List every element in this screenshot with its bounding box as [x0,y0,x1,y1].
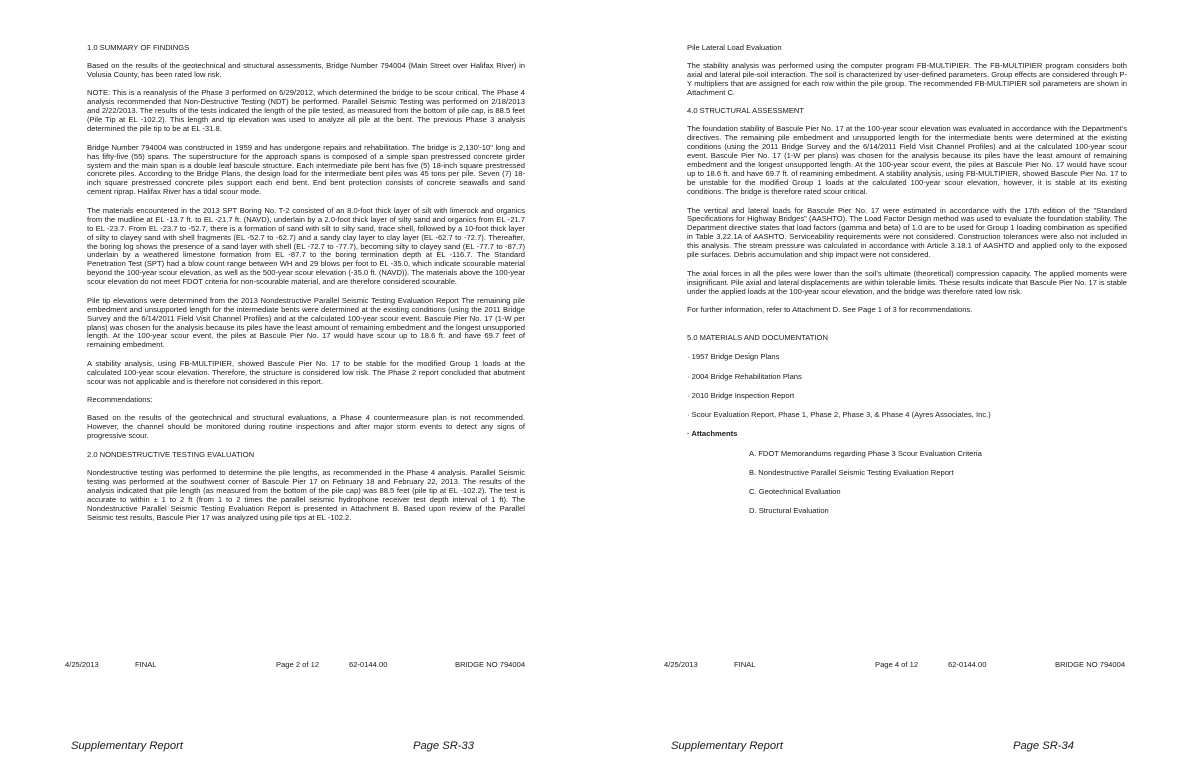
paragraph: The materials encountered in the 2013 SPT Boring No. T-2 consisted of an 8.0-foot thick layer of silt with limerock and organics from the mudline at EL -13.7 ft. to EL -21.7 ft. (NAVD), underlain by a 2.0-foot thick layer of silty sand and organics from EL -21.7 to EL -23.7. From EL -23.7 to -52.7, there is a formation of sand with silt to silty sand, trace shell, followed by a 10-foot thick layer of silty to clayey sand with shell fragments (EL -52.7 to -62.7) and a sandy clay layer to clay layer (EL -62.7 to -72.7). Thereafter, the boring log shows the presence of a sand layer with shell (EL -72.7 to -77.7), becoming silty to clayey sand (EL -77.7 to -87.7) underlain by a weathered limestone formation from EL -87.7 to the boring termination depth at EL -116.7. The Standard Penetration Test (SPT) had a blow count range between WH and 29 blows per foot to EL -35.0, which indicate scourable material beyond the 100-year scour elevation, as well as the 500-year scour elevation (-35.0 ft. (NAVD)). The materials above the 100-year scour elevation do not meet FDOT criteria for non-scourable material, and are therefore considered scourable. [87,205,525,287]
footer-date: 4/25/2013 [664,660,698,669]
paragraph: The axial forces in all the piles were lower than the soil's ultimate (theoretical) compression capacity. The applied moments were insignificant. Pile axial and lateral displacements are within tolerable limits. These results indicate that Bascule Pier No. 17 is stable under the applied loads at the 100-year scour elevation, and the bridge was therefore rated low risk. [687,268,1127,296]
attachment-item: B. Nondestructive Parallel Seismic Testing Evaluation Report [749,467,954,477]
section-heading-pile-lateral: Pile Lateral Load Evaluation [687,43,782,52]
section-heading-structural: 4.0 STRUCTURAL ASSESSMENT [687,106,805,116]
paragraph: The stability analysis was performed using the computer program FB-MULTIPIER. The FB-MULTIPIER program considers both axial and lateral pile-soil interaction. The soil is characterized by user-defined parameters. Group effects are considered through P-Y multipliers that are assigned for each row within the pile group. The recommended FB-MULTIPIER soil parameters are shown in Attachment C. [687,61,1127,97]
right-page-body [687,44,1127,526]
list-item: · Scour Evaluation Report, Phase 1, Phase 2, Phase 3, & Phase 4 (Ayres Associates, Inc.) [687,410,991,420]
footer-date: 4/25/2013 [65,660,99,669]
right-page [600,0,1200,776]
paragraph: Pile tip elevations were determined from the 2013 Nondestructive Parallel Seismic Testing Evaluation Report The remaining pile embedment and unsupported length for the intermediate bents were determined at the existing conditions (using the 2011 Bridge Survey and the 6/14/2011 Field Visit Channel Profiles) and at the calculated 100-year scour event. Bascule Pier No. 17 (1-W per plans) was chosen for the analysis because its piles have the least amount of remaining embedment and the longest unsupported length. At the 100-year scour event, the piles at Bascule Pier No. 17 would have scour up to 18.6 ft. and have 69.7 feet of remaining embedment. [87,295,525,350]
left-page-body [87,44,525,532]
section-heading-ndt: 2.0 NONDESTRUCTIVE TESTING EVALUATION [87,449,255,459]
footer-page-number: Page 4 of 12 [875,660,919,669]
footer-page-number: Page 2 of 12 [276,660,320,669]
paragraph: NOTE: This is a reanalysis of the Phase 3 performed on 6/29/2012, which determined the bridge to be scour critical. The Phase 4 analysis recommended that Non-Destructive Testing (NDT) be performed. Parallel Seismic Testing was performed on 2/18/2013 and 2/22/2013. The results of the tests indicated the length of the pile tested, as measured from the bottom of pile cap, is 88.5 feet (Pile Tip at EL -102.2). This length and tip elevation was used to analyze all pile at the bent. The previous Phase 3 analysis determined the pile tip to be at EL -31.8. [87,88,525,134]
section-heading-materials: 5.0 MATERIALS AND DOCUMENTATION [687,332,828,342]
list-item: · 2010 Bridge Inspection Report [687,390,795,400]
attachment-item: D. Structural Evaluation [749,506,829,516]
paragraph: Based on the results of the geotechnical and structural evaluations, a Phase 4 countermeasure plan is not recommended. However, the channel should be monitored during routine inspections and after major storm events to detect any signs of progressive scour. [87,413,525,441]
footer-status: FINAL [734,660,756,669]
supplementary-page-number: Page SR-33 [413,740,474,752]
supplementary-page-number: Page SR-34 [1013,740,1074,752]
paragraph: Recommendations: [87,395,153,405]
supplementary-report-label: Supplementary Report [671,740,783,752]
attachments-label [687,430,1127,439]
paragraph: A stability analysis, using FB-MULTIPIER, showed Bascule Pier No. 17 to be stable for the modified Group 1 loads at the calculated 100-year scour elevation. Therefore, the structure is considered low risk. The Phase 2 report concluded that abutment scour was not applicable and is therefore not considered in this report. [87,358,525,386]
paragraph: Bridge Number 794004 was constructed in 1959 and has undergone repairs and rehabilitation. The bridge is 2,130'-10" long and has fifty-five (55) spans. The superstructure for the approach spans is composed of a simple span prestressed concrete girder system and the main span is a double leaf bascule structure. Each intermediate pile bent has five (5) 18-inch square prestressed concrete piles. According to the Bridge Plans, the design load for the intermediate bent piles was 45 tons per pile. Seven (7) 18-inch square prestressed concrete piles support each end bent. End bent protection consists of concrete seawalls and sand cement riprap. Halifax River has a tidal scour mode. [87,142,525,197]
section-heading-summary: 1.0 SUMMARY OF FINDINGS [87,43,190,52]
footer-bridge-number: BRIDGE NO 794004 [1055,660,1126,669]
attachments-label-text: · Attachments [687,429,738,439]
paragraph: For further information, refer to Attachment D. See Page 1 of 3 for recommendations. [687,304,973,314]
paragraph: The foundation stability of Bascule Pier No. 17 at the 100-year scour elevation was evaluated in accordance with the Department's directives. The remaining pile embedment and unsupported length for the intermediate bents were determined at the existing conditions (using the 2011 Bridge Survey and the 6/14/2011 Field Visit Channel Profiles) and at the calculated 100-year scour event. Bascule Pier No. 17 (1-W per plans) was chosen for the analysis because its piles have the least amount of remaining embedment and the longest unsupported length. At the 100-year scour event, the piles at Bascule Pier No. 17 would have scour up to 18.6 ft. and have 69.7 ft. of reamining embedment. A stability analysis, using FB-MULTIPIER, showed Bascule Pier No. 17 to be unstable for the modified Group 1 loads at the calculated 100-year scour elevation, however, it is stable at its existing conditions. The bridge is therefore rated scour critical. [687,124,1127,197]
paragraph: Nondestructive testing was performed to determine the pile lengths, as recommended in the Phase 4 analysis. Parallel Seismic testing was performed at the southwest corner of Bascule Pier 17 on February 18 and February 22, 2013. The results of the analysis indicated that pile length (as measured from the bottom of the pile cap) was 88.5 feet (pile tip at EL -102.2). The test is accurate to within ± 1 to 2 ft (from 1 to 2 times the parallel seismic hydrophone receiver test depth interval of 1 ft). The Nondestructive Parallel Seismic Testing Evaluation Report is presented in Attachment B. Based upon review of the Parallel Seismic test results, Bascule Pier 17 was analyzed using pile tips at EL -102.2. [87,467,525,522]
footer-project-number: 62-0144.00 [349,660,388,669]
paragraph: Based on the results of the geotechnical and structural assessments, Bridge Number 794004 (Main Street over Halifax River) in Volusia County, has been rated low risk. [87,61,525,80]
paragraph: The vertical and lateral loads for Bascule Pier No. 17 were estimated in accordance with the 17th edition of the "Standard Specifications for Highway Bridges" (AASHTO). The Load Factor Design method was used to evaluate the foundation stability. The Department directive states that load factors (gamma and beta) of 1.0 are to be used for Group 1 loading combination as specified in Table 3.22.1A of AASHTO. Serviceability requirements were not considered. Construction tolerances were also not included in this analysis. The stream pressure was calculated in accordance with Article 3.18.1 of AASHTO and applied only to the exposed pile surfaces. Debris accumulation and ship impact were not considered. [687,205,1127,260]
attachment-item: A. FDOT Memorandums regarding Phase 3 Scour Evaluation Criteria [749,448,982,458]
supplementary-report-label: Supplementary Report [71,740,183,752]
list-item: · 2004 Bridge Rehabilitation Plans [687,371,802,381]
list-item: · 1957 Bridge Design Plans [687,352,780,362]
attachment-item: C. Geotechnical Evaluation [749,486,841,496]
footer-status: FINAL [135,660,157,669]
footer-project-number: 62-0144.00 [948,660,987,669]
footer-bridge-number: BRIDGE NO 794004 [455,660,526,669]
